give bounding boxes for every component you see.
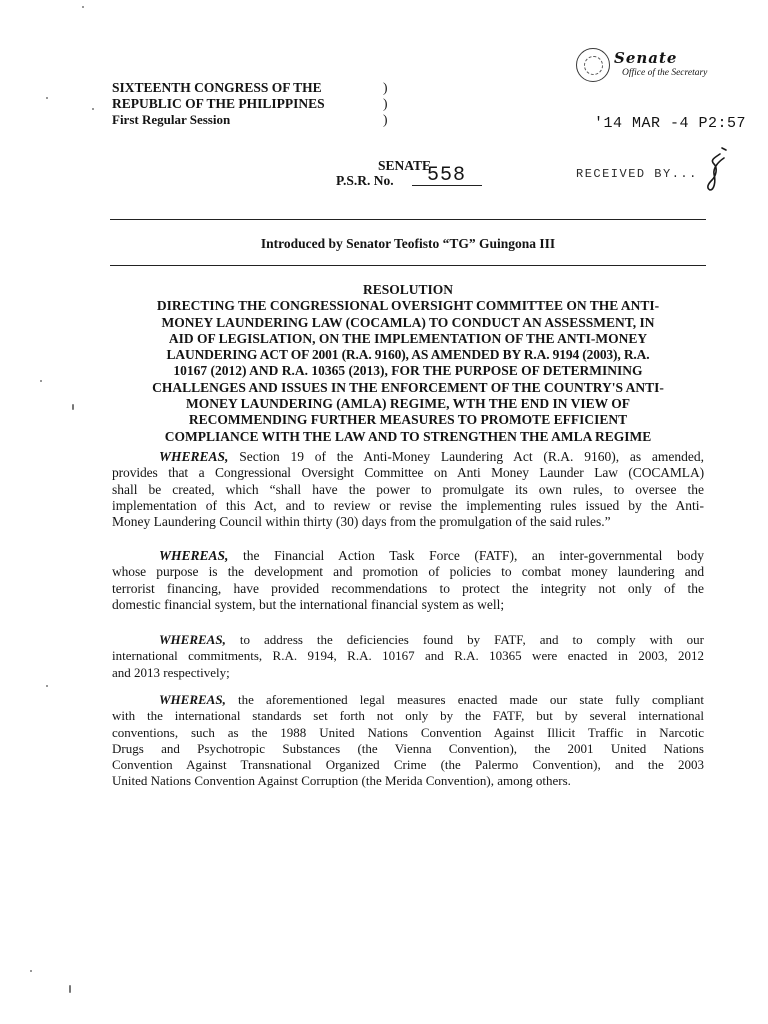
divider-bottom	[110, 265, 706, 266]
clause-line: Money Laundering Council within thirty (30) days from the promulgation of the said rules.”	[112, 514, 611, 530]
scan-speck	[92, 108, 94, 110]
resolution-heading: RESOLUTION	[362, 282, 454, 297]
whereas-clause-4	[112, 692, 704, 790]
congress-line: REPUBLIC OF THE PHILIPPINES	[112, 96, 325, 111]
stamp-senate: Senate	[614, 49, 678, 67]
congress-header	[112, 80, 325, 128]
senate-label: SENATE	[378, 158, 432, 173]
clause-line: international commitments, R.A. 9194, R.A. 10167 and R.A. 10365 were enacted in 2003, 2012	[112, 648, 704, 664]
paren: )	[383, 96, 388, 111]
resolution-title-line: MONEY LAUNDERING (AMLA) REGIME, WTH THE END IN VIEW OF	[185, 396, 631, 412]
clause-line: Drugs and Psychotropic Substances (the Vienna Convention), the 2001 United Nations	[112, 740, 704, 756]
whereas-clause-3	[112, 632, 704, 681]
resolution-title-line: AID OF LEGISLATION, ON THE IMPLEMENTATION OF THE ANTI-MONEY	[168, 330, 648, 346]
scan-speck	[82, 6, 84, 8]
clause-line: shall be created, which “shall have the power to promulgate its own rules, to oversee the	[112, 481, 704, 497]
header-parens	[383, 80, 388, 128]
scan-speck	[72, 404, 74, 410]
clause-line: whose purpose is the development and promotion of policies to combat money laundering and	[112, 564, 704, 580]
clause-line: terrorist financing, have provided recommendations to protect the integrity not only of the	[112, 580, 704, 596]
clause-line: WHEREAS, the aforementioned legal measures enacted made our state fully compliant	[159, 692, 705, 707]
psr-number: 558	[427, 164, 467, 187]
scan-speck	[69, 985, 71, 993]
resolution-title-line: RECOMMENDING FURTHER MEASURES TO PROMOTE EFFICIENT	[188, 412, 628, 428]
scan-speck	[46, 97, 48, 99]
clause-line: Convention Against Transnational Organized Crime (the Palermo Convention), and the 2003	[112, 757, 704, 773]
clause-line: and 2013 respectively;	[112, 664, 230, 680]
stamp-date: '14 MAR -4 P2:57	[594, 115, 747, 132]
resolution-title-line: CHALLENGES AND ISSUES IN THE ENFORCEMENT OF THE COUNTRY'S ANTI-	[152, 379, 664, 395]
signature-icon	[700, 146, 728, 192]
introduced-by: Introduced by Senator Teofisto “TG” Guingona III	[260, 236, 556, 251]
resolution-title	[110, 282, 706, 445]
clause-line: WHEREAS, to address the deficiencies found by FATF, and to comply with our	[159, 632, 705, 647]
paren: )	[383, 80, 388, 95]
session-line: First Regular Session	[112, 112, 231, 127]
divider-top	[110, 219, 706, 220]
congress-line: SIXTEENTH CONGRESS OF THE	[112, 80, 322, 95]
received-stamp: RECEIVED BY...	[576, 167, 698, 181]
scan-speck	[30, 970, 32, 972]
whereas-keyword: WHEREAS,	[159, 692, 226, 707]
whereas-keyword: WHEREAS,	[159, 632, 226, 647]
scan-speck	[46, 685, 48, 687]
resolution-title-line: LAUNDERING ACT OF 2001 (R.A. 9160), AS AMENDED BY R.A. 9194 (2003), R.A.	[166, 347, 650, 363]
resolution-title-line: COMPLIANCE WITH THE LAW AND TO STRENGTHEN THE AMLA REGIME	[164, 428, 652, 444]
senate-stamp	[576, 48, 746, 88]
clause-line: WHEREAS, Section 19 of the Anti-Money Laundering Act (R.A. 9160), as amended,	[159, 449, 705, 464]
whereas-keyword: WHEREAS,	[159, 548, 229, 563]
scan-speck	[40, 380, 42, 382]
stamp-office: Office of the Secretary	[622, 68, 708, 78]
clause-line: United Nations Convention Against Corruption (the Merida Convention), among others.	[112, 773, 571, 789]
psr-underline	[412, 185, 482, 186]
whereas-keyword: WHEREAS,	[159, 449, 229, 464]
clause-line: provides that a Congressional Oversight Committee on Anti Money Launder Law (COCAMLA)	[112, 465, 704, 481]
clause-line: WHEREAS, the Financial Action Task Force (FATF), an inter-governmental body	[159, 548, 704, 563]
psr-label: P.S.R. No.	[336, 173, 394, 188]
clause-line: conventions, such as the 1988 United Nations Convention Against Illicit Traffic in Narcotic	[112, 724, 704, 740]
whereas-clause-2	[112, 548, 704, 613]
resolution-title-line: 10167 (2012) AND R.A. 10365 (2013), FOR THE PURPOSE OF DETERMINING	[173, 363, 643, 379]
paren: )	[383, 112, 388, 127]
resolution-title-line: DIRECTING THE CONGRESSIONAL OVERSIGHT COMMITTEE ON THE ANTI-	[156, 298, 660, 314]
clause-line: domestic financial system, but the international financial system as well;	[112, 596, 505, 612]
resolution-title-line: MONEY LAUNDERING LAW (COCAMLA) TO CONDUCT AN ASSESSMENT, IN	[161, 314, 655, 330]
whereas-clause-1	[112, 449, 704, 530]
clause-line: implementation of this Act, and to review or revise the implementing rules issued by the Anti-	[112, 497, 704, 513]
senate-seal-icon	[576, 48, 610, 82]
clause-line: with the international standards set forth not only by the FATF, but by several international	[112, 708, 704, 724]
